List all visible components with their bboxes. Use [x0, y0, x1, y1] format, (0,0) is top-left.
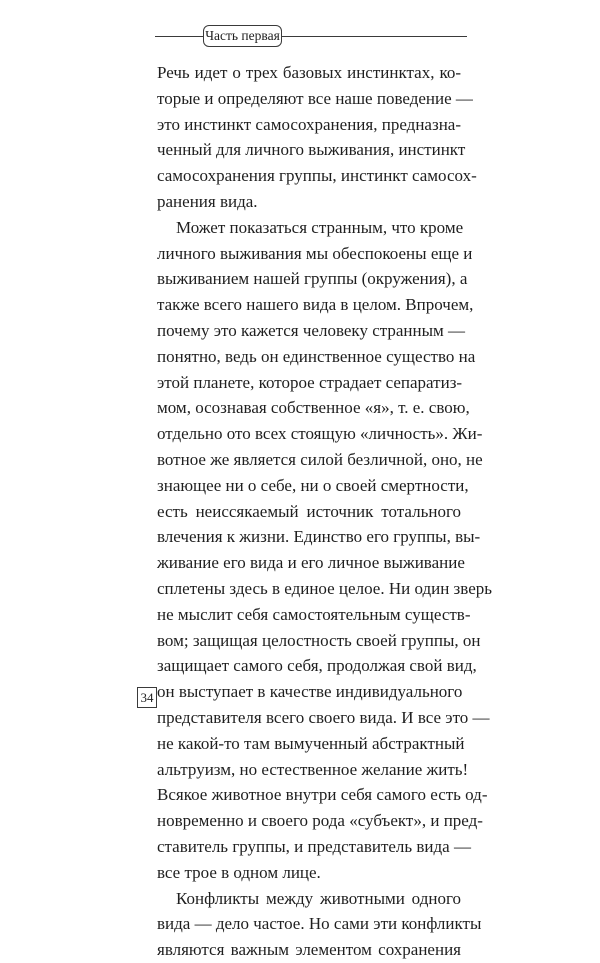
text-line: личного выживания мы обеспокоены еще и — [157, 243, 473, 263]
text-line: почему это кажется человеку странным — — [157, 320, 466, 340]
header-rule-right — [282, 36, 467, 37]
text-line: знающее ни о себе, ни о своей смертности, — [157, 475, 469, 495]
text-line: новременно и своего рода «субъект», и пред- — [157, 811, 483, 831]
text-line: Всякое животное внутри себя самого есть од- — [157, 785, 488, 805]
text-line: не какой-то там вымученный абстрактный — [157, 733, 465, 753]
text-line: влечения к жизни. Единство его группы, вы- — [157, 527, 481, 547]
running-header — [155, 25, 467, 47]
text-line: вом; защищая целостность своей группы, он — [157, 630, 481, 650]
text-line: мом, осознавая собственное «я», т. е. свою, — [157, 398, 470, 418]
text-line: представителя всего своего вида. И все это — — [157, 707, 490, 727]
text-line: торые и определяют все наше поведение — — [157, 88, 473, 108]
section-title: Часть первая — [203, 25, 282, 47]
text-line: отдельно ото всех стоящую «личность». Жи- — [157, 424, 483, 444]
text-line: являются важным элементом сохранения — [157, 940, 461, 960]
text-line: выживанием нашей группы (окружения), а — [157, 269, 468, 289]
text-line: все трое в одном лице. — [157, 862, 321, 882]
text-line: Речь идет о трех базовых инстинктах, ко- — [157, 63, 461, 82]
text-line: живание его вида и его личное выживание — [157, 553, 465, 573]
text-line: вотное же является силой безличной, оно, не — [157, 449, 483, 469]
body-text — [157, 60, 492, 963]
text-line: понятно, ведь он единственное существо на — [157, 346, 476, 366]
text-line: ченный для личного выживания, инстинкт — [157, 140, 466, 160]
text-line: вида — дело частое. Но сами эти конфликты — [157, 914, 482, 934]
text-line: Конфликты между животными одного — [176, 888, 461, 908]
text-line: этой планете, которое страдает сепаратиз- — [157, 372, 463, 392]
text-line: он выступает в качестве индивидуального — [157, 682, 463, 702]
text-line: Может показаться странным, что кроме — [176, 217, 464, 237]
text-line: ставитель группы, и представитель вида — — [157, 836, 471, 856]
text-line: не мыслит себя самостоятельным существ- — [157, 604, 471, 624]
text-line: есть неиссякаемый источник тотального — [157, 501, 461, 521]
header-rule-left — [155, 36, 203, 37]
text-line: защищает самого себя, продолжая свой вид, — [157, 656, 477, 676]
text-line: альтруизм, но естественное желание жить! — [157, 759, 469, 779]
text-line: ранения вида. — [157, 191, 258, 211]
text-line: также всего нашего вида в целом. Впрочем, — [157, 295, 474, 315]
text-line: самосохранения группы, инстинкт самосох- — [157, 166, 477, 186]
text-line: это инстинкт самосохранения, предназна- — [157, 114, 461, 134]
text-line: сплетены здесь в единое целое. Ни один зверь — [157, 578, 492, 598]
page-number: 34 — [137, 687, 157, 708]
